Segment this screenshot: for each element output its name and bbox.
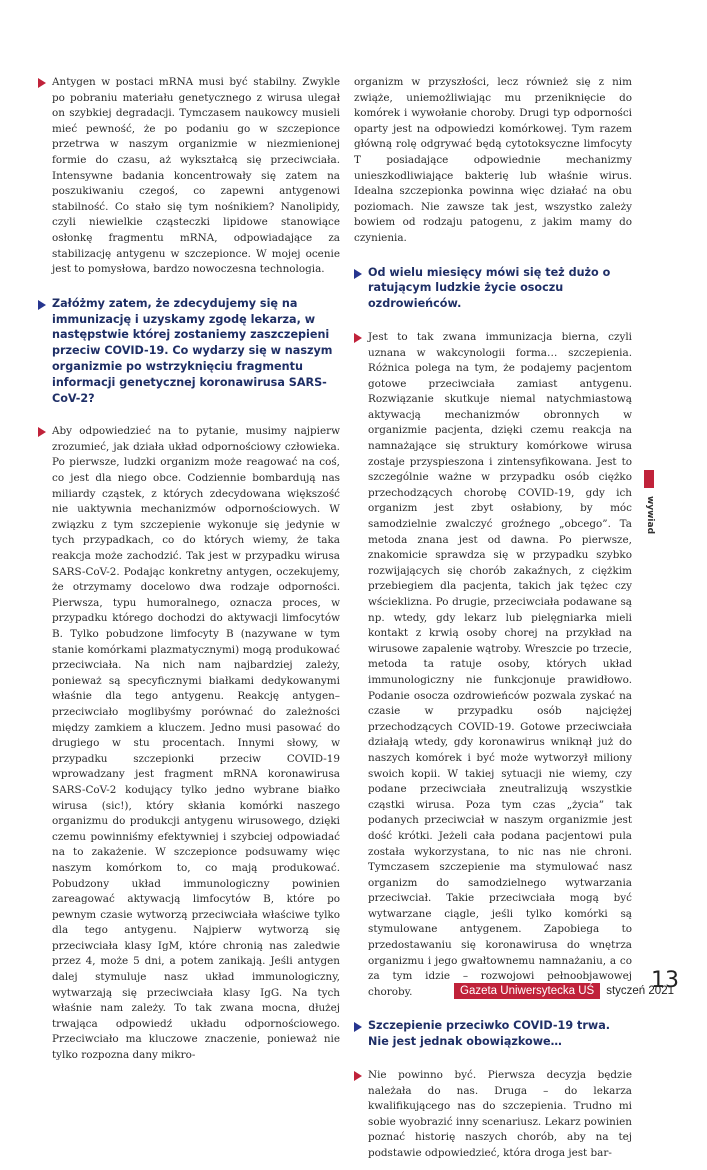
red-triangle-icon: [354, 1071, 362, 1087]
left-column: [38, 75, 340, 1072]
answer-continuation: [354, 75, 632, 247]
answer-text: Aby odpowiedzieć na to pytanie, musimy najpierw zrozumieć, jak działa układ odpornościowy człowieka. Po pierwsze, ludzki organizm może reagować na coś, co jest dla niego obce. Codziennie bombardują nas miliardy cząstek, z których zdecydowana większość nie uaktywnia mechanizmów odpornościowych. W związku z tym szczepienie wykonuje się jedynie w tych przypadkach, co do których wiemy, że taka reakcja może zachodzić. Tak jest w przypadku wirusa SARS-CoV-2. Podając konkretny antygen, oczekujemy, że otrzymamy docelowo dwa rodzaje odporności. Pierwsza, typu humoralnego, oznacza proces, w przypadku którego dochodzi do aktywacji limfocytów B. Tylko pobudzone limfocyty B (nazywane w tym stanie komórkami plazmatycznymi) mogą produkować przeciwciała. Na nich nam najbardziej zależy, ponieważ są specyficznymi białkami dedykowanymi właśnie dla tego antygenu. Reakcję antygen–przeciwciało moglibyśmy porównać do zależności między zamkiem a kluczem. Jedno musi pasować do drugiego w stu procentach. Innymi słowy, w przypadku szczepionki przeciw COVID-19 wprowadzany jest fragment mRNA koronawirusa SARS-CoV-2 kodujący tylko jedno wybrane białko wirusa (sic!), który skłania komórki naszego organizmu do produkcji antygenu wirusowego, dzięki czemu powinniśmy efektywniej i szybciej odpowiadać na to zakażenie. W szczepionce podsuwamy więc naszym komórkom to, co mają produkować. Pobudzony układ immunologiczny powinien zareagować aktywacją limfocytów B, które po pewnym czasie wytworzą przeciwciała właściwe tylko dla tego antygenu. Najpierw wytworzą się przeciwciała klasy IgM, które chronią nas zaledwie przez 4, może 5 dni, a potem zanikają. Jeśli antygen dalej stymuluje nasz układ immunologiczny, wytwarzają się przeciwciała klasy IgG. Na tych właśnie nam zależy. To tak zwana mocna, dłużej trwająca odpowiedź układu odpornościowego. Przeciwciało ma kluczowe znaczenie, ponieważ nie tylko rozpozna dany mikro-: [52, 425, 340, 1062]
blue-triangle-icon: [38, 299, 46, 315]
answer-paragraph: [354, 1068, 632, 1162]
answer-text: Nie powinno być. Pierwsza decyzja będzie należała do nas. Druga – do lekarza kwalifikującego nas do szczepienia. Trudno mi sobie wyobrazić inny scenariusz. Lekarz powinien poznać historię naszych chorób, aby na tej podstawie odpowiedzieć, która droga jest bar-: [368, 1069, 632, 1160]
page-number: 13: [651, 968, 679, 993]
right-column: [354, 75, 632, 1170]
section-side-label: [642, 470, 656, 540]
answer-paragraph: [38, 424, 340, 1063]
issue-date: styczeń 2021: [606, 985, 674, 997]
publication-title: Gazeta Uniwersytecka UŚ: [454, 983, 600, 999]
blue-triangle-icon: [354, 268, 362, 284]
red-triangle-icon: [38, 78, 46, 94]
answer-text: Jest to tak zwana immunizacja bierna, czyli uznana w wakcynologii forma… szczepienia. Różnica polega na tym, że podajemy pacjentom gotowe przeciwciała zamiast antygenu. Rozwiązanie skutkuje niemal natychmiastową aktywacją mechanizmów obronnych w organizmie pacjenta, dzięki czemu reakcja na namnażające się struktury komórkowe wirusa zostaje przyspieszona i zintensyfikowana. Jest to szczególnie ważne w przypadku osób ciężko przechodzących chorobę COVID-19, gdy ich organizm jest zbyt osłabiony, by móc samodzielnie zwalczyć groźnego „obcego”. Ta metoda znana jest od dawna. Po pierwsze, znakomicie sprawdza się w przypadku szybko rozwijających się chorób zakaźnych, z ciężkim przebiegiem dla pacjenta, takich jak tężec czy wścieklizna. Po drugie, przeciwciała podawane są np. wtedy, gdy lekarz lub pielęgniarka mieli kontakt z krwią osoby chorej na przykład na wirusowe zapalenie wątroby. Wreszcie po trzecie, metoda ta ratuje osoby, których układ immunologiczny nie funkcjonuje prawidłowo. Podanie osocza ozdrowieńców pozwala zyskać na czasie w przypadku osób najciężej przechodzących COVID-19. Gotowe przeciwciała działają wtedy, gdy koronawirus wniknął już do naszych komórek i być może wytworzył miliony swoich kopii. W takiej sytuacji nie wiemy, czy podane przeciwciała zneutralizują wszystkie cząstki wirusa. Poza tym czas „życia” tak podanych przeciwciał w naszym organizmie jest dość krótki. Jeżeli cała podana pacjentowi pula została wykorzystana, to nic nas nie chroni. Tymczasem szczepienie ma stymulować nasz organizm do samodzielnego wytwarzania przeciwciał. Takie przeciwciała mogą być wytwarzane ciągle, jeśli tylko komórki są stymulowane antygenem. Zapobiega to przedostawaniu się koronawirusa do wnętrza organizmu i jego gwałtownemu namnażaniu, a co za tym idzie – rozwojowi pełnoobjawowej choroby.: [368, 330, 632, 998]
question-text: Załóżmy zatem, że zdecydujemy się na immunizację i uzyskamy zgodę lekarza, w następstwie której zostaniemy zaszczepieni przeciw COVID-19. Co wydarzy się w naszym organizmie po wstrzyknięciu fragmentu informacji genetycznej koronawirusa SARS-CoV-2?: [52, 296, 333, 405]
question-paragraph: [354, 265, 632, 312]
red-triangle-icon: [38, 427, 46, 443]
question-text: Szczepienie przeciwko COVID-19 trwa. Nie jest jednak obowiązkowe…: [368, 1019, 611, 1049]
question-paragraph: [354, 1018, 632, 1050]
question-text: Od wielu miesięcy mówi się też dużo o ratującym ludzkie życie osoczu ozdrowieńców.: [368, 265, 611, 311]
answer-text: Antygen w postaci mRNA musi być stabilny. Zwykle po pobraniu materiału genetycznego z wirusa ulegał on szybkiej degradacji. Tymczasem naukowcy musieli mieć pewność, że po podaniu go w szczepionce przetrwa w naszym organizmie w niezmienionej formie do czasu, aż wykształcą się przeciwciała. Intensywne badania koncentrowały się zatem na poszukiwaniu czegoś, co zapewni antygenowi stabilność. Co stało się tym nośnikiem? Nanolipidy, czyli niewielkie cząsteczki lipidowe stanowiące osłonkę fragmentu mRNA, odpowiadające za stabilizację antygenu w szczepionce. W mojej ocenie jest to pomysłowa, bardzo nowoczesna technologia.: [52, 76, 340, 276]
page-footer: [454, 983, 674, 999]
answer-paragraph: [354, 330, 632, 1001]
section-color-block: [644, 470, 654, 488]
answer-text: organizm w przyszłości, lecz również się z nim zwiąże, uniemożliwiając mu przeniknięcie do komórek i wywołanie choroby. Drugi typ odporności oparty jest na odpowiedzi komórkowej. Tym razem główną rolę odgrywać będą cytotoksyczne limfocyty T posiadające odpowiednie mechanizmy unieszkodliwiające bakterię lub właśnie wirus. Idealna szczepionka powinna więc działać na obu poziomach. Nie zawsze tak jest, wszystko zależy bowiem od rodzaju patogenu, z jakim mamy do czynienia.: [354, 76, 632, 244]
question-paragraph: [38, 296, 340, 407]
answer-paragraph: [38, 75, 340, 278]
section-label-text: wywiad: [645, 495, 655, 535]
red-triangle-icon: [354, 333, 362, 349]
